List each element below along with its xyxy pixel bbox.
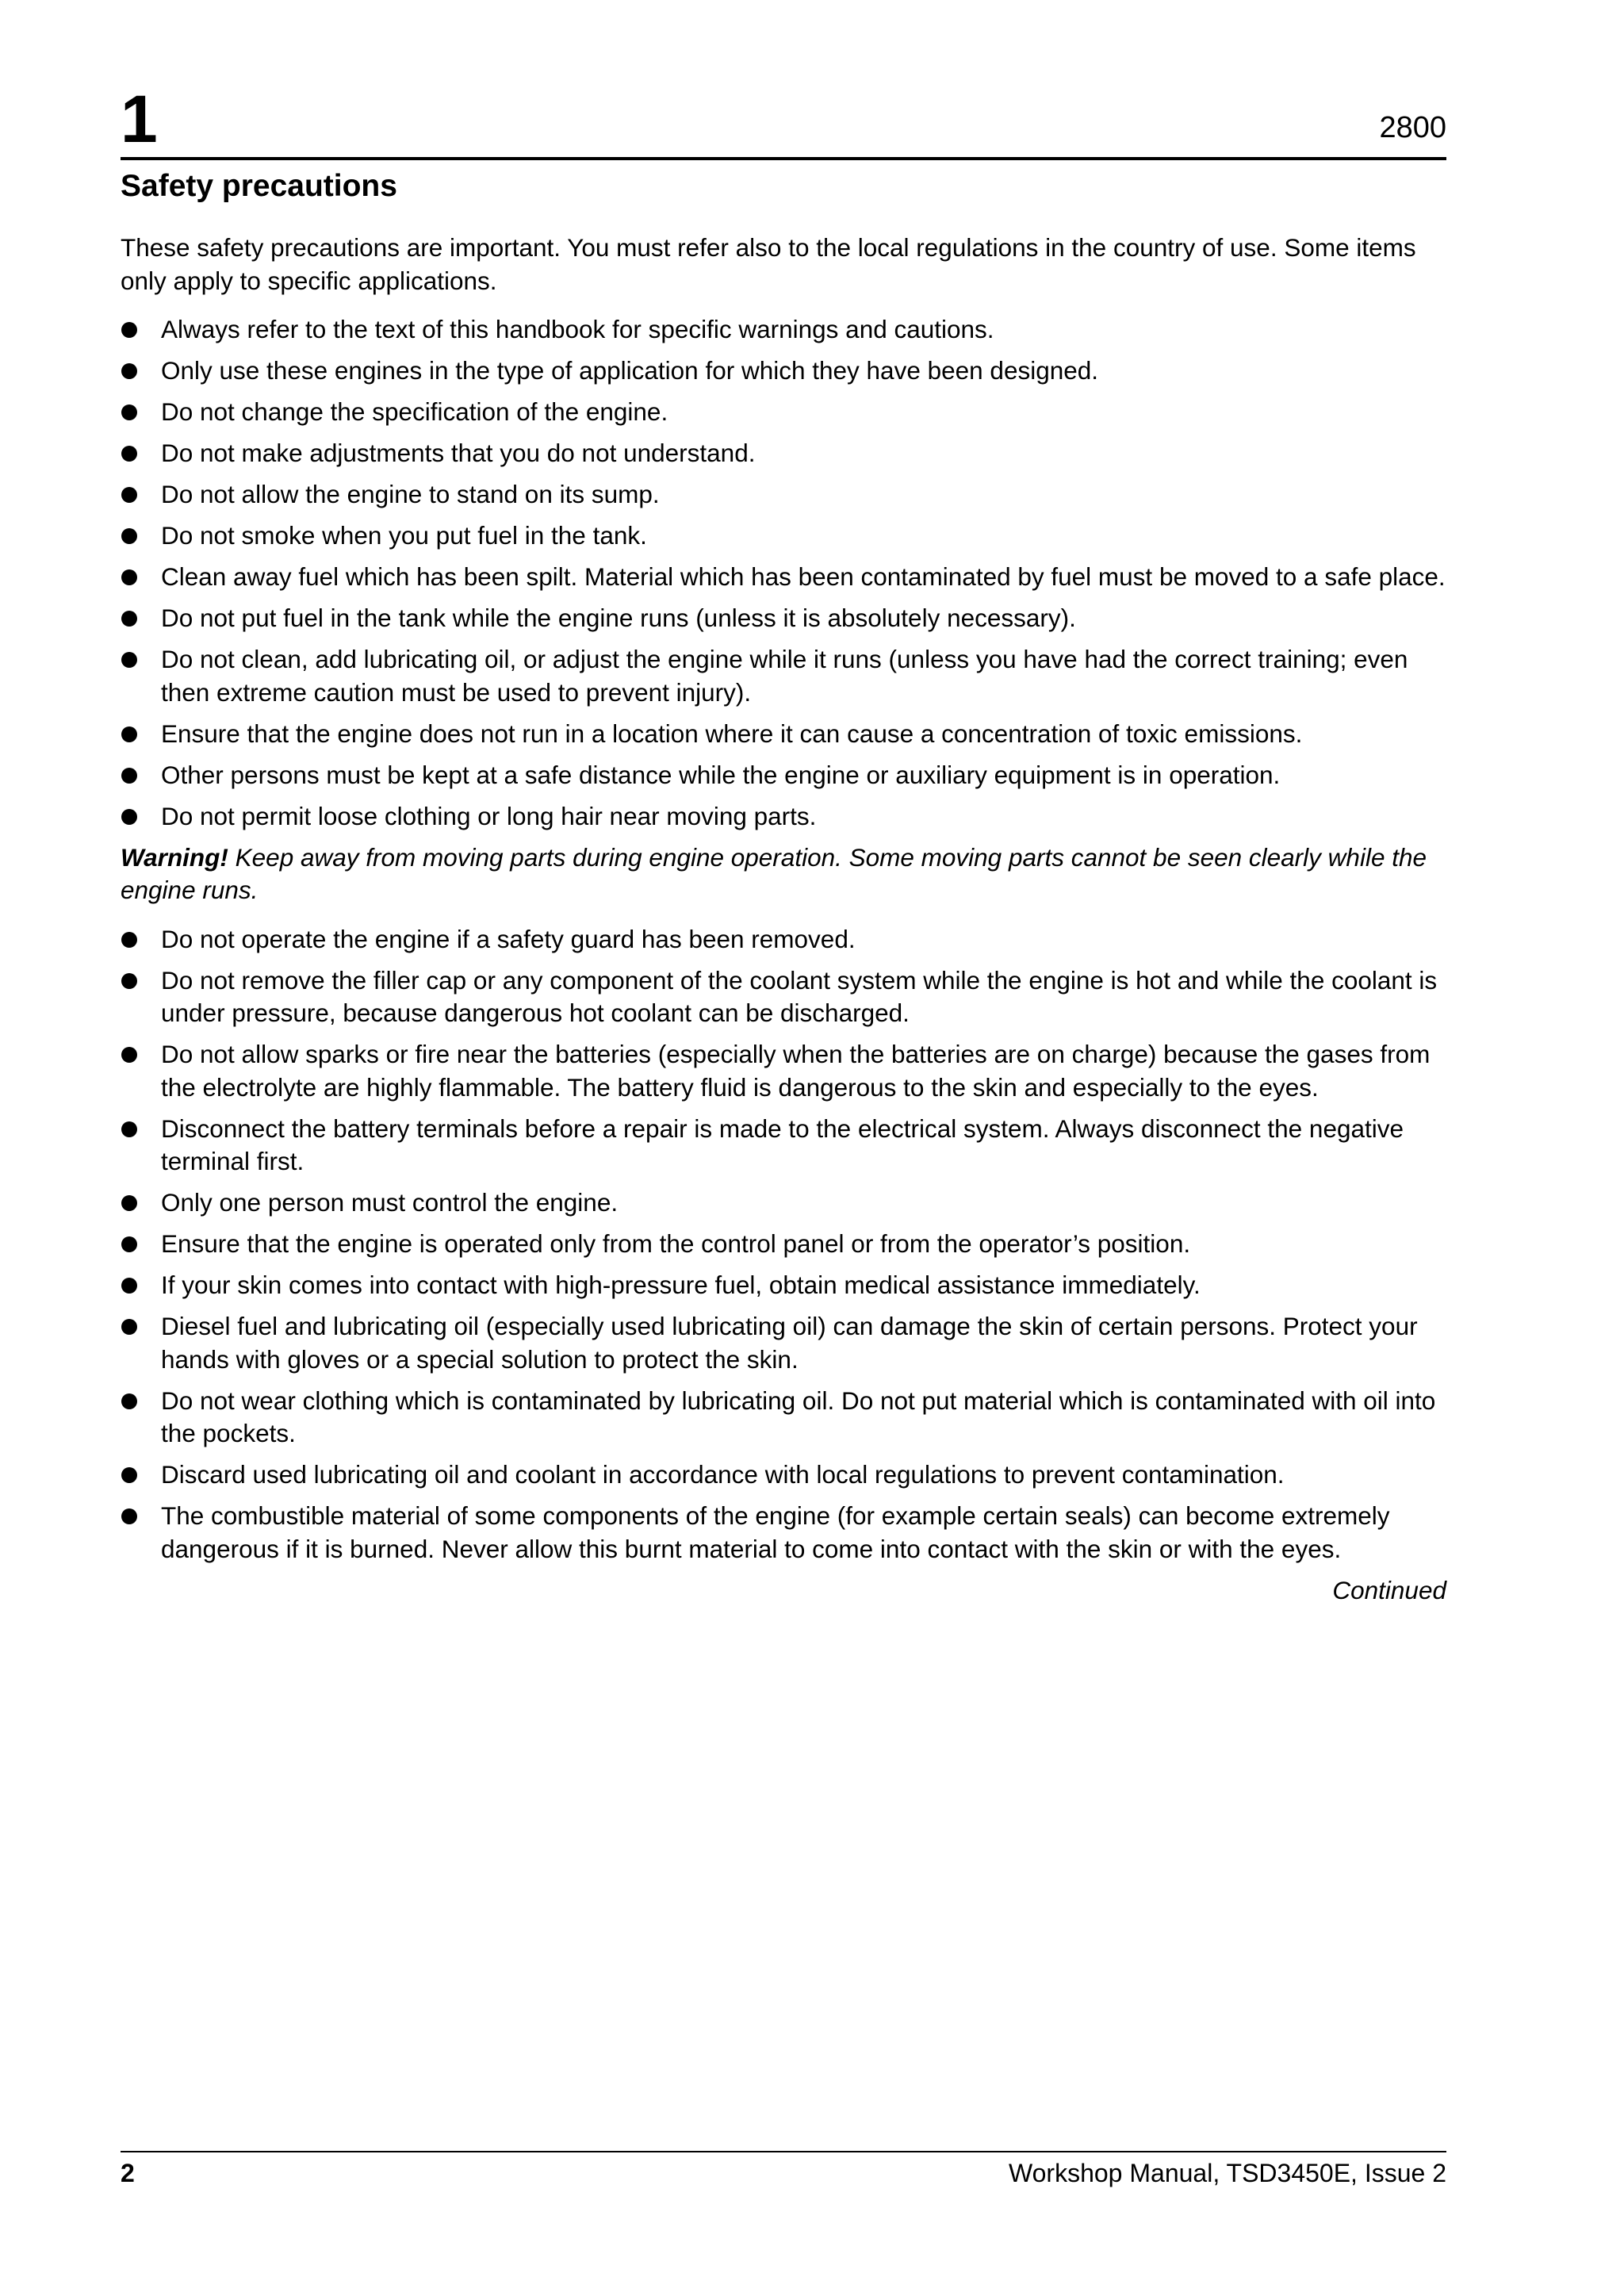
manual-page: [121, 0, 1446, 2296]
bullet-icon: [121, 768, 137, 784]
list-item-text: Do not smoke when you put fuel in the tank.: [161, 521, 647, 550]
list-item: [121, 561, 1446, 594]
list-item: [121, 923, 1446, 956]
list-item-text: Only one person must control the engine.: [161, 1188, 619, 1217]
list-item: [121, 1038, 1446, 1104]
list-item-text: Do not permit loose clothing or long hair near moving parts.: [161, 801, 817, 830]
list-item-text: Other persons must be kept at a safe distance while the engine or auxiliary equipment is in operation.: [161, 760, 1281, 789]
list-item: [121, 1385, 1446, 1451]
bullet-icon: [121, 528, 137, 544]
list-item: [121, 1458, 1446, 1492]
list-item: [121, 478, 1446, 512]
bullet-icon: [121, 973, 137, 989]
list-item-text: Ensure that the engine does not run in a location where it can cause a concentration of toxic emissions.: [161, 719, 1303, 748]
list-item: [121, 1228, 1446, 1261]
bullet-icon: [121, 404, 137, 420]
list-item: [121, 800, 1446, 834]
list-item: [121, 718, 1446, 751]
list-item: [121, 1113, 1446, 1179]
bullet-icon: [121, 487, 137, 503]
list-item-text: Do not allow the engine to stand on its sump.: [161, 480, 660, 508]
bullet-icon: [121, 1467, 137, 1483]
intro-paragraph: These safety precautions are important. You must refer also to the local regulations in the country of use. Some items only apply to specific applications.: [121, 233, 1416, 295]
list-item: [121, 396, 1446, 429]
list-item: [121, 643, 1446, 709]
list-item-text: If your skin comes into contact with high-pressure fuel, obtain medical assistance immediately.: [161, 1271, 1201, 1299]
list-item: [121, 1186, 1446, 1220]
list-item-text: Do not allow sparks or fire near the batteries (especially when the batteries are on charge) because the gases from the electrolyte are highly flammable. The battery fluid is dangerous to the skin and especially to the eyes.: [161, 1040, 1431, 1102]
list-item-text: Do not put fuel in the tank while the engine runs (unless it is absolutely necessary).: [161, 604, 1076, 632]
list-item: [121, 759, 1446, 792]
list-item-text: Do not operate the engine if a safety guard has been removed.: [161, 924, 856, 953]
list-item-text: Do not make adjustments that you do not understand.: [161, 439, 756, 467]
bullet-icon: [121, 809, 137, 825]
bullet-icon: [121, 1278, 137, 1294]
bullet-icon: [121, 1195, 137, 1211]
list-item-text: Discard used lubricating oil and coolant in accordance with local regulations to prevent contamination.: [161, 1460, 1285, 1489]
page-number: 2: [121, 2159, 135, 2187]
list-item-text: Do not remove the filler cap or any component of the coolant system while the engine is hot and while the coolant is under pressure, because dangerous hot coolant can be discharged.: [161, 965, 1438, 1027]
section-title: Safety precautions: [121, 169, 397, 203]
list-item: [121, 519, 1446, 553]
bullet-icon: [121, 932, 137, 948]
bullet-icon: [121, 1508, 137, 1524]
bullet-icon: [121, 1121, 137, 1137]
warning-label: Warning!: [121, 842, 228, 872]
bullet-icon: [121, 726, 137, 742]
list-item-text: The combustible material of some components of the engine (for example certain seals) can become extremely dangerous if it is burned. Never allow this burnt material to come into contact with the skin or with the eyes.: [161, 1501, 1390, 1563]
list-item: [121, 964, 1446, 1030]
list-item: [121, 1269, 1446, 1302]
list-item-text: Do not change the specification of the engine.: [161, 397, 668, 426]
document-id: Workshop Manual, TSD3450E, Issue 2: [1009, 2159, 1446, 2187]
bullet-icon: [121, 1319, 137, 1335]
bullet-icon: [121, 1393, 137, 1409]
list-item-text: Do not wear clothing which is contaminated by lubricating oil. Do not put material which is contaminated with oil into the pockets.: [161, 1386, 1436, 1447]
bullet-icon: [121, 322, 137, 338]
bullet-icon: [121, 611, 137, 627]
chapter-number: 1: [121, 82, 158, 156]
bullet-icon: [121, 363, 137, 379]
warning-text: Keep away from moving parts during engine operation. Some moving parts cannot be seen clearly while the engine runs.: [121, 842, 1427, 904]
footer-rule: [121, 2151, 1446, 2152]
precautions-list-2: [121, 923, 1446, 1566]
list-item-text: Diesel fuel and lubricating oil (especially used lubricating oil) can damage the skin of certain persons. Protect your hands with gloves or a special solution to protect the skin.: [161, 1312, 1418, 1374]
warning-paragraph: [121, 841, 1446, 907]
list-item-text: Only use these engines in the type of application for which they have been designed.: [161, 356, 1099, 385]
list-item-text: Always refer to the text of this handbook for specific warnings and cautions.: [161, 315, 994, 343]
list-item: [121, 1310, 1446, 1376]
bullet-icon: [121, 1236, 137, 1252]
page-content: [121, 232, 1446, 1607]
model-number: 2800: [1379, 111, 1446, 144]
page-header: [121, 79, 1446, 159]
precautions-list-1: [121, 313, 1446, 833]
bullet-icon: [121, 569, 137, 585]
list-item-text: Do not clean, add lubricating oil, or adjust the engine while it runs (unless you have had the correct training; even then extreme caution must be used to prevent injury).: [161, 645, 1408, 707]
continued-note: Continued: [1332, 1575, 1446, 1604]
header-rule: [121, 157, 1446, 160]
list-item: [121, 1500, 1446, 1566]
list-item: [121, 602, 1446, 635]
bullet-icon: [121, 652, 137, 668]
list-item-text: Ensure that the engine is operated only from the control panel or from the operator’s position.: [161, 1229, 1191, 1258]
list-item-text: Clean away fuel which has been spilt. Material which has been contaminated by fuel must be moved to a safe place.: [161, 562, 1446, 591]
list-item: [121, 437, 1446, 470]
list-item-text: Disconnect the battery terminals before a repair is made to the electrical system. Always disconnect the negative terminal first.: [161, 1114, 1404, 1175]
bullet-icon: [121, 1047, 137, 1063]
list-item: [121, 355, 1446, 388]
bullet-icon: [121, 446, 137, 462]
list-item: [121, 313, 1446, 347]
